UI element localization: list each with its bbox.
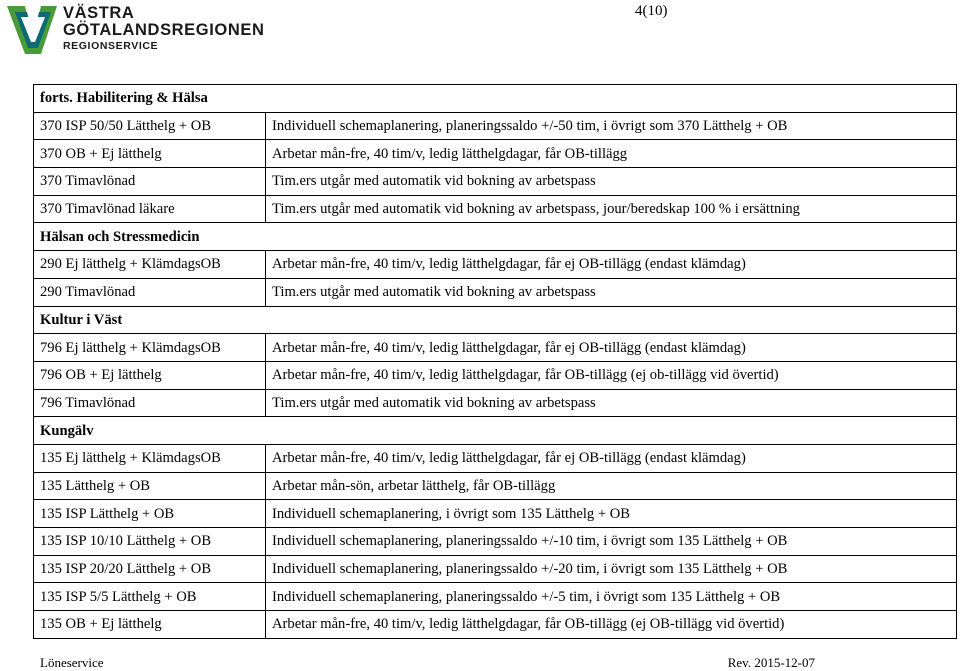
table-row xyxy=(34,472,957,500)
table-row xyxy=(34,334,957,362)
table-row xyxy=(34,112,957,140)
section-title: Kungälv xyxy=(34,417,957,445)
schedule-code: 290 Ej lätthelg + KlämdagsOB xyxy=(34,251,266,279)
section-header-row xyxy=(34,85,957,113)
schedule-code: 135 OB + Ej lätthelg xyxy=(34,611,266,639)
schedule-description: Individuell schemaplanering, planeringssaldo +/-20 tim, i övrigt som 135 Lätthelg + OB xyxy=(266,555,957,583)
table-row xyxy=(34,140,957,168)
schedule-description: Arbetar mån-fre, 40 tim/v, ledig lätthelgdagar, får ej OB-tillägg (endast klämdag) xyxy=(266,444,957,472)
table-row xyxy=(34,583,957,611)
schedule-code: 135 ISP 5/5 Lätthelg + OB xyxy=(34,583,266,611)
schedule-description: Arbetar mån-fre, 40 tim/v, ledig lätthelgdagar, får OB-tillägg (ej ob-tillägg vid övertid) xyxy=(266,361,957,389)
vgr-emblem-icon xyxy=(5,2,63,58)
page-number: 4(10) xyxy=(635,3,668,19)
table-row xyxy=(34,168,957,196)
schedule-code: 135 ISP 10/10 Lätthelg + OB xyxy=(34,528,266,556)
section-title: forts. Habilitering & Hälsa xyxy=(34,85,957,113)
logo-line-1: VÄSTRA xyxy=(63,4,135,22)
schedule-description: Individuell schemaplanering, planeringssaldo +/-5 tim, i övrigt som 135 Lätthelg + OB xyxy=(266,583,957,611)
schedule-code: 370 Timavlönad xyxy=(34,168,266,196)
section-title: Hälsan och Stressmedicin xyxy=(34,223,957,251)
vastra-gotalandsregionen-logo xyxy=(5,2,265,60)
table-row xyxy=(34,389,957,417)
schedule-description: Tim.ers utgår med automatik vid bokning av arbetspass xyxy=(266,168,957,196)
schedule-code: 370 Timavlönad läkare xyxy=(34,195,266,223)
schedule-description: Tim.ers utgår med automatik vid bokning av arbetspass xyxy=(266,389,957,417)
table-row xyxy=(34,444,957,472)
section-header-row xyxy=(34,223,957,251)
page-header xyxy=(0,0,960,84)
table-row xyxy=(34,251,957,279)
footer-revision-date: Rev. 2015-12-07 xyxy=(727,655,815,670)
page-footer xyxy=(40,655,815,671)
section-title: Kultur i Väst xyxy=(34,306,957,334)
table-row xyxy=(34,361,957,389)
schedule-code: 796 OB + Ej lätthelg xyxy=(34,361,266,389)
schedule-description: Arbetar mån-fre, 40 tim/v, ledig lätthelgdagar, får OB-tillägg (ej OB-tillägg vid övertid) xyxy=(266,611,957,639)
footer-department: Löneservice xyxy=(40,655,104,670)
schedule-code: 135 ISP Lätthelg + OB xyxy=(34,500,266,528)
schedule-description: Arbetar mån-sön, arbetar lätthelg, får OB-tillägg xyxy=(266,472,957,500)
logo-line-2: GÖTALANDSREGIONEN xyxy=(63,21,265,39)
schedule-code: 135 Lätthelg + OB xyxy=(34,472,266,500)
schedule-description: Individuell schemaplanering, i övrigt som 135 Lätthelg + OB xyxy=(266,500,957,528)
table-row xyxy=(34,611,957,639)
schedule-code: 135 Ej lätthelg + KlämdagsOB xyxy=(34,444,266,472)
schedule-description: Individuell schemaplanering, planeringssaldo +/-50 tim, i övrigt som 370 Lätthelg + OB xyxy=(266,112,957,140)
schedule-description: Arbetar mån-fre, 40 tim/v, ledig lätthelgdagar, får OB-tillägg xyxy=(266,140,957,168)
schedule-code: 370 ISP 50/50 Lätthelg + OB xyxy=(34,112,266,140)
logo-line-3: REGIONSERVICE xyxy=(63,40,159,52)
schedule-code: 796 Timavlönad xyxy=(34,389,266,417)
table-row xyxy=(34,278,957,306)
section-header-row xyxy=(34,306,957,334)
schedule-description: Arbetar mån-fre, 40 tim/v, ledig lätthelgdagar, får ej OB-tillägg (endast klämdag) xyxy=(266,334,957,362)
table-row xyxy=(34,528,957,556)
schedule-code: 135 ISP 20/20 Lätthelg + OB xyxy=(34,555,266,583)
schedule-description: Individuell schemaplanering, planeringssaldo +/-10 tim, i övrigt som 135 Lätthelg + OB xyxy=(266,528,957,556)
schedule-code: 796 Ej lätthelg + KlämdagsOB xyxy=(34,334,266,362)
table-row xyxy=(34,195,957,223)
schedule-description: Tim.ers utgår med automatik vid bokning av arbetspass xyxy=(266,278,957,306)
table-row xyxy=(34,500,957,528)
schedule-code: 290 Timavlönad xyxy=(34,278,266,306)
table-row xyxy=(34,555,957,583)
section-header-row xyxy=(34,417,957,445)
schedule-description: Arbetar mån-fre, 40 tim/v, ledig lätthelgdagar, får ej OB-tillägg (endast klämdag) xyxy=(266,251,957,279)
schedule-table xyxy=(33,84,957,639)
schedule-description: Tim.ers utgår med automatik vid bokning av arbetspass, jour/beredskap 100 % i ersättning xyxy=(266,195,957,223)
schedule-code: 370 OB + Ej lätthelg xyxy=(34,140,266,168)
